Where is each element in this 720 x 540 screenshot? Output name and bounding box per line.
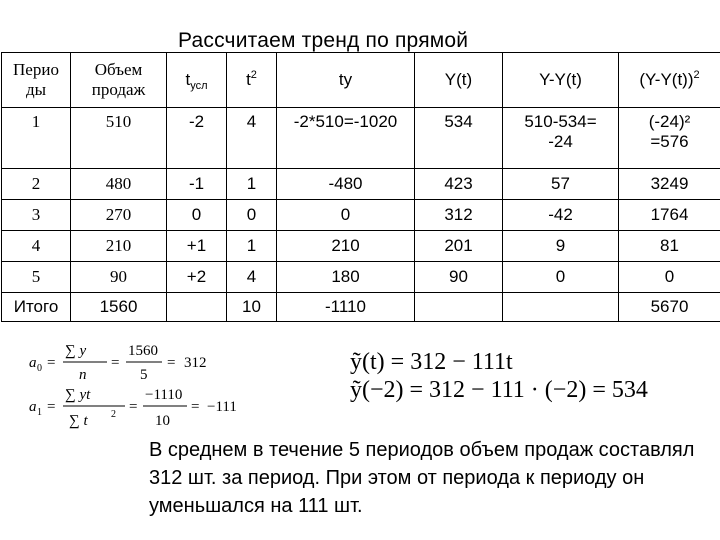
svg-text:=: = — [47, 399, 56, 415]
table-header-cell: Y(t) — [415, 53, 503, 108]
a1-lhs-sub: 1 — [37, 407, 42, 418]
table-cell: +1 — [167, 231, 227, 262]
table-cell: 81 — [619, 231, 720, 262]
a1-lhs: a — [29, 399, 37, 415]
table-header-row — [2, 53, 720, 108]
svg-text:=: = — [129, 399, 138, 415]
a0-result: 312 — [184, 355, 207, 371]
table-cell: 0 — [619, 262, 720, 293]
table-cell: 510 — [71, 108, 167, 169]
a0-numerator: ∑ y — [65, 343, 87, 359]
svg-text:=: = — [111, 355, 120, 371]
table-header-cell: Перио ды — [2, 53, 71, 108]
svg-text:=: = — [47, 355, 56, 371]
table-header-cell: Объем продаж — [71, 53, 167, 108]
a0-denominator: n — [79, 367, 87, 383]
table-cell: 3249 — [619, 169, 720, 200]
a0-den-value: 5 — [140, 367, 148, 383]
table-cell: (-24)² =576 — [619, 108, 720, 169]
table-cell: 1 — [227, 169, 277, 200]
table-cell: 312 — [415, 200, 503, 231]
table-cell: 90 — [71, 262, 167, 293]
a0-num-value: 1560 — [128, 343, 158, 359]
table-cell: 2 — [2, 169, 71, 200]
coefficient-formulas — [25, 333, 265, 438]
table-row — [2, 108, 720, 169]
table-cell: 534 — [415, 108, 503, 169]
table-cell: 180 — [277, 262, 415, 293]
table-total-cell: 1560 — [71, 293, 167, 322]
table-cell: 4 — [2, 231, 71, 262]
svg-text:=: = — [191, 399, 200, 415]
table-cell: 210 — [71, 231, 167, 262]
table-total-cell — [415, 293, 503, 322]
a0-lhs-sub: 0 — [37, 363, 42, 374]
a0-lhs: a — [29, 355, 37, 371]
a1-denominator: ∑ t — [69, 413, 88, 429]
table-header-cell: $t^2$ — [227, 53, 277, 108]
trend-table — [1, 52, 720, 322]
table-cell: 57 — [503, 169, 619, 200]
table-total-cell: Итого — [2, 293, 71, 322]
trend-equations — [348, 345, 668, 405]
a1-numerator: ∑ yt — [65, 387, 91, 403]
table-cell: 480 — [71, 169, 167, 200]
a1-result: −111 — [207, 399, 237, 415]
trend-equation-2: ỹ(−2) = 312 − 111 · (−2) = 534 — [350, 377, 648, 403]
table-total-cell: 5670 — [619, 293, 720, 322]
table-header-cell: $t_{усл}$ — [167, 53, 227, 108]
svg-text:=: = — [167, 355, 176, 371]
table-row — [2, 200, 720, 231]
table-total-cell — [503, 293, 619, 322]
table-cell: 1 — [2, 108, 71, 169]
table-cell: 90 — [415, 262, 503, 293]
table-cell: 0 — [227, 200, 277, 231]
table-cell: 510-534= -24 — [503, 108, 619, 169]
table-header-cell: ty — [277, 53, 415, 108]
table-cell: -2*510=-1020 — [277, 108, 415, 169]
table-cell: -2 — [167, 108, 227, 169]
trend-equation-1: ỹ(t) = 312 − 111t — [350, 349, 513, 375]
summary-text: В среднем в течение 5 периодов объем продаж составлял 312 шт. за период. При этом от периода к периоду он уменьшался на 111 шт. — [149, 439, 695, 517]
table-header-cell: Y-Y(t) — [503, 53, 619, 108]
table-total-cell: 10 — [227, 293, 277, 322]
a1-den-sup: 2 — [111, 409, 116, 420]
table-cell: +2 — [167, 262, 227, 293]
table-cell: 1 — [227, 231, 277, 262]
table-cell: -1 — [167, 169, 227, 200]
table-cell: 4 — [227, 262, 277, 293]
table-cell: 9 — [503, 231, 619, 262]
table-total-cell: -1110 — [277, 293, 415, 322]
table-cell: 5 — [2, 262, 71, 293]
slide-title: Рассчитаем тренд по прямой — [178, 29, 469, 52]
table-cell: 0 — [167, 200, 227, 231]
table-cell: 3 — [2, 200, 71, 231]
table-row — [2, 262, 720, 293]
table-cell: -42 — [503, 200, 619, 231]
a1-den-value: 10 — [155, 413, 170, 429]
table-cell: 0 — [503, 262, 619, 293]
table-cell: 0 — [277, 200, 415, 231]
table-cell: 201 — [415, 231, 503, 262]
table-row — [2, 231, 720, 262]
a1-num-value: −1110 — [145, 387, 183, 403]
table-header-cell: $(Y-Y(t))^2$ — [619, 53, 720, 108]
table-row — [2, 169, 720, 200]
table-total-row — [2, 293, 720, 322]
table-cell: 270 — [71, 200, 167, 231]
table-cell: -480 — [277, 169, 415, 200]
table-cell: 423 — [415, 169, 503, 200]
table-cell: 4 — [227, 108, 277, 169]
table-cell: 210 — [277, 231, 415, 262]
table-cell: 1764 — [619, 200, 720, 231]
table-total-cell — [167, 293, 227, 322]
